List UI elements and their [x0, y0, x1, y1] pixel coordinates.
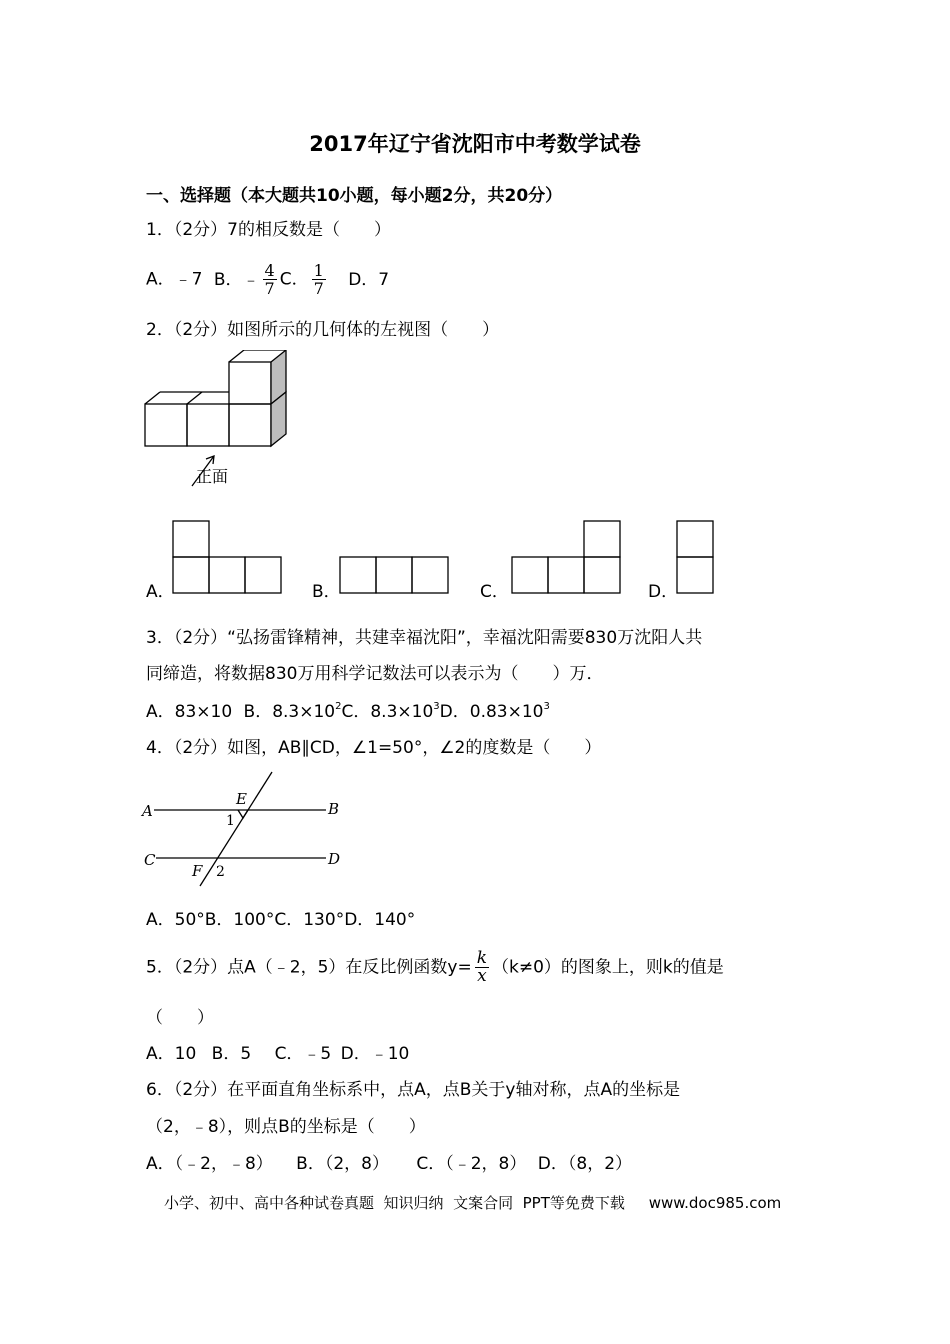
q1-option-c-label: C． [279, 269, 309, 290]
q5-option-d: D．﹣10 [340, 1044, 410, 1064]
q5-option-a: A．10 [146, 1044, 197, 1064]
q4-angle-1: 1 [226, 813, 235, 829]
q1-option-d: D．7 [348, 269, 390, 290]
q4-label-f: F [192, 862, 203, 880]
q2-option-b-label: B． [312, 582, 341, 602]
question-3-line-2: 同缔造，将数据830万用科学记数法可以表示为（ ）万． [146, 664, 604, 684]
q5-option-c: C．﹣5 [274, 1044, 332, 1064]
q2-option-a-figure [172, 520, 284, 594]
q6-option-c: C．（﹣2，8） [416, 1154, 527, 1174]
q4-label-a: A [142, 802, 153, 820]
question-5-paren: （ ） [146, 1008, 214, 1028]
question-5-options [146, 1040, 409, 1068]
q2-option-a-label: A． [146, 582, 175, 602]
q2-option-b-figure [339, 556, 451, 594]
question-6-line-1: 6．（2分）在平面直角坐标系中，点A，点B关于y轴对称，点A的坐标是 [146, 1080, 681, 1100]
q6-option-a: A．（﹣2，﹣8） [146, 1154, 273, 1174]
q3-option-a: A．83×10 [146, 702, 233, 722]
question-4-options: A．50°B．100°C．130°D．140° [146, 910, 416, 930]
q5-option-b: B．5 [211, 1044, 252, 1064]
q3-option-c: C．$8.3\times 10^3$ [341, 701, 440, 722]
q4-label-b: B [328, 800, 340, 818]
question-3-options [146, 698, 550, 726]
page-title: 2017年辽宁省沈阳市中考数学试卷 [309, 132, 641, 156]
q2-option-c-figure [511, 520, 623, 594]
page-footer: 小学、初中、高中各种试卷真题 知识归纳 文案合同 PPT等免费下载 www.doc985.com [164, 1194, 782, 1212]
q6-option-b: B．（2，8） [296, 1154, 389, 1174]
question-1-stem: 1．（2分）7的相反数是（ ） [146, 220, 391, 240]
q4-label-d: D [328, 850, 341, 868]
q6-option-d: D．（8，2） [537, 1154, 633, 1174]
q2-front-label: 正面 [196, 467, 229, 486]
question-6-options [146, 1150, 632, 1178]
q4-label-e: E [236, 790, 247, 808]
question-3-line-1: 3．（2分）“弘扬雷锋精神，共建幸福沈阳”，幸福沈阳需要830万沈阳人共 [146, 628, 703, 648]
question-5-stem: 5．（2分）点A（﹣2，5）在反比例函数y= $\frac{k}{x}$ （k≠0）的图象上，则k的值是 [146, 948, 724, 986]
q3-option-d: D．$0.83\times 10^3$ [439, 701, 550, 722]
question-6-line-2: （2，﹣8），则点B的坐标是（ ） [146, 1117, 426, 1137]
q1-option-c-fraction: $\frac{1}{7}$ [313, 261, 324, 298]
question-2-stem: 2．（2分）如图所示的几何体的左视图（ ） [146, 320, 500, 340]
q4-parallel-lines-figure [140, 768, 350, 890]
q4-label-c: C [144, 851, 156, 869]
question-1-options [146, 262, 389, 297]
q4-angle-2: 2 [216, 864, 225, 880]
q2-option-c-label: C． [480, 582, 509, 602]
q1-option-b-label: B．﹣ [213, 269, 260, 290]
q1-option-a: A．﹣7 [146, 269, 203, 290]
q1-option-b-fraction: $\frac{4}{7}$ [264, 261, 275, 298]
question-4-stem: 4．（2分）如图，AB∥CD，∠1=50°，∠2的度数是（ ） [146, 738, 602, 758]
q3-option-b: B．$8.3\times 10^2$ [243, 701, 342, 722]
q2-option-d-label: D． [648, 582, 679, 602]
q2-option-d-figure [676, 520, 716, 594]
q5-fraction: $\frac{k}{x}$ [476, 948, 488, 986]
section-heading: 一、选择题（本大题共10小题，每小题2分，共20分） [146, 186, 563, 206]
